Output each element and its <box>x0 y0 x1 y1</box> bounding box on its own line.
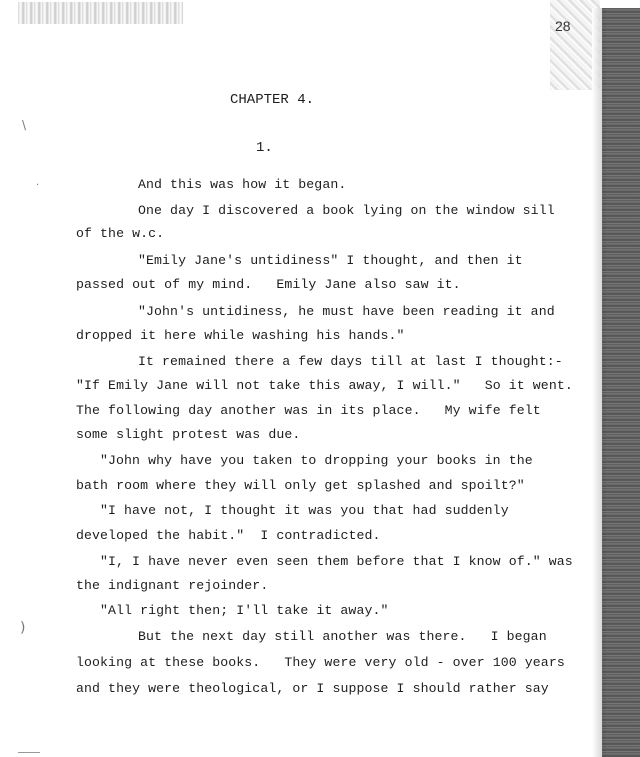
text-line: "Emily Jane's untidiness" I thought, and then it <box>138 253 523 268</box>
text-line: One day I discovered a book lying on the window sill <box>138 203 555 218</box>
text-line: "John's untidiness, he must have been reading it and <box>138 304 555 319</box>
text-line: "I, I have never even seen them before that I know of." was <box>100 554 573 569</box>
text-line: "John why have you taken to dropping your books in the <box>100 453 533 468</box>
page-number: 28 <box>555 18 571 34</box>
scan-smudge <box>18 2 183 24</box>
text-line: "If Emily Jane will not take this away, I will." So it went. <box>76 378 573 393</box>
chapter-heading: CHAPTER 4. <box>230 92 315 108</box>
section-number: 1. <box>256 140 273 156</box>
text-line: of the w.c. <box>76 226 165 241</box>
text-line: bath room where they will only get splashed and spoilt?" <box>76 478 525 493</box>
text-line: looking at these books. They were very old - over 100 years <box>76 655 565 670</box>
text-line: And this was how it began. <box>138 177 347 192</box>
text-line: passed out of my mind. Emily Jane also saw it. <box>76 277 461 292</box>
text-line: It remained there a few days till at last I thought:- <box>138 354 563 369</box>
text-line: developed the habit." I contradicted. <box>76 528 381 543</box>
margin-mark: · <box>36 180 40 191</box>
page-edge <box>602 8 640 757</box>
text-line: "I have not, I thought it was you that had suddenly <box>100 503 509 518</box>
text-line: the indignant rejoinder. <box>76 578 269 593</box>
margin-mark: \ <box>22 118 27 132</box>
text-line: "All right then; I'll take it away." <box>100 603 389 618</box>
text-line: But the next day still another was there. I began <box>138 629 547 644</box>
text-line: The following day another was in its place. My wife felt <box>76 403 541 418</box>
text-line: dropped it here while washing his hands." <box>76 328 405 343</box>
text-line: and they were theological, or I suppose I should rather say <box>76 681 549 696</box>
text-line: some slight protest was due. <box>76 427 301 442</box>
margin-mark: ) <box>20 620 26 636</box>
scan-artifact <box>18 752 40 753</box>
